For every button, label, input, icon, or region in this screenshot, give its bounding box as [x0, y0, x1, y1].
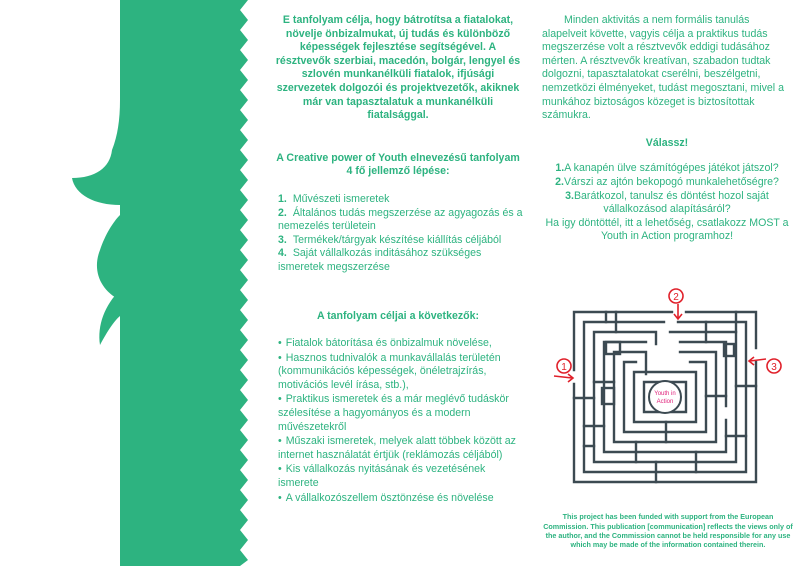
- decorative-green-artwork: [0, 0, 260, 566]
- list-item: • Hasznos tudnivalók a munkavállalás területén (kommunikációs képességek, önéletrajzírás, motivációs levél írása, stb.),: [278, 351, 501, 391]
- question-1: 1.A kanapén ülve számítógépes játékot játszol?: [555, 162, 779, 175]
- maze-mark-1: 1: [561, 362, 567, 373]
- goals-list: [278, 337, 524, 505]
- maze-mark-2: 2: [673, 292, 679, 303]
- green-lower-wedge: [99, 290, 120, 345]
- list-item: • A vállalkozószellem ösztönzése és növelése: [278, 491, 494, 504]
- intro-text: E tanfolyam célja, hogy bátrotítsa a fiatalokat, növelje önbizalmukat, új tudás és különböző képességek fejlesztése segítségével. A résztvevők szerbiai, macedón, bolgár, lengyel és szlovén munkanélküli fiatalok, ifjúsági szervezetek dolgozói és projektvezetők, akiknek már van tapasztalatuk a munkanélküli fiatalsággal.: [275, 14, 521, 122]
- youth-in-action-logo-line1: Youth in: [654, 391, 676, 397]
- list-item: 4. Saját vállalkozás inditásához szükséges ismeretek megszerzése: [278, 247, 482, 273]
- list-item: 2. Általános tudás megszerzése az agyagozás és a nemezelés területein: [278, 206, 523, 233]
- question-3: 3.Barátkozol, tanulsz és döntést hozol saját vállalkozásod alapításáról?: [565, 189, 769, 216]
- question-2: 2.Várszi az ajtón bekopogó munkalehetőségre?: [555, 175, 779, 188]
- list-item: • Műszaki ismeretek, melyek alatt többek között az internet használatát értjük (reklámozás céljából): [278, 435, 516, 461]
- steps-list: [278, 193, 524, 275]
- list-item: • Praktikus ismeretek és a már meglévő tudáskör szélesítése a hagyományos és a modern művészetekről: [278, 393, 509, 433]
- green-leaf-shape: [72, 100, 120, 300]
- list-item: • Fiatalok bátorítása és önbizalmuk növelése,: [278, 337, 492, 350]
- goals-heading: A tanfolyam céljai a következők:: [316, 309, 480, 322]
- maze-center-circle: [649, 381, 681, 413]
- choose-heading: Válassz!: [645, 136, 689, 149]
- closing-text: Ha igy döntöttél, itt a lehetőség, csatlakozz MOST a Youth in Action programhoz!: [545, 216, 789, 243]
- maze-illustration: [546, 286, 794, 498]
- youth-in-action-logo-line2: Action: [656, 399, 674, 405]
- list-item: • Kis vállalkozás nyitásának és vezetésének ismerete: [278, 463, 486, 490]
- steps-heading: A Creative power of Youth elnevezésű tanfolyam 4 fő jellemző lépése:: [276, 151, 520, 178]
- maze-mark-3: 3: [771, 362, 777, 373]
- right-column: [542, 14, 792, 244]
- green-zigzag-band: [120, 0, 248, 566]
- middle-column: [272, 14, 524, 506]
- activities-paragraph: Minden aktivitás a nem formális tanulás alapelveit követte, vagyis célja a praktikus tudás megszerzése volt a résztvevők eddigi tudásához mérten. A résztvevők kreatívan, szabadon tudtak dolgozni, tapasztalatokat cserélni, beszélgetni, nemzetközi élményeket, tudást megosztani, mivel a munkához biztoságos közeget is biztosítottak számukra.: [542, 14, 785, 122]
- eu-funding-disclaimer: This project has been funded with support from the European Commission. This publication [communication] reflects the views only of the author, and the Commission cannot be held responsible for any use which may be made of the information contained therein.: [543, 512, 793, 550]
- list-item: 1. Művészeti ismeretek: [278, 192, 390, 205]
- list-item: 3. Termékek/tárgyak készítése kiállítás céljából: [278, 233, 502, 246]
